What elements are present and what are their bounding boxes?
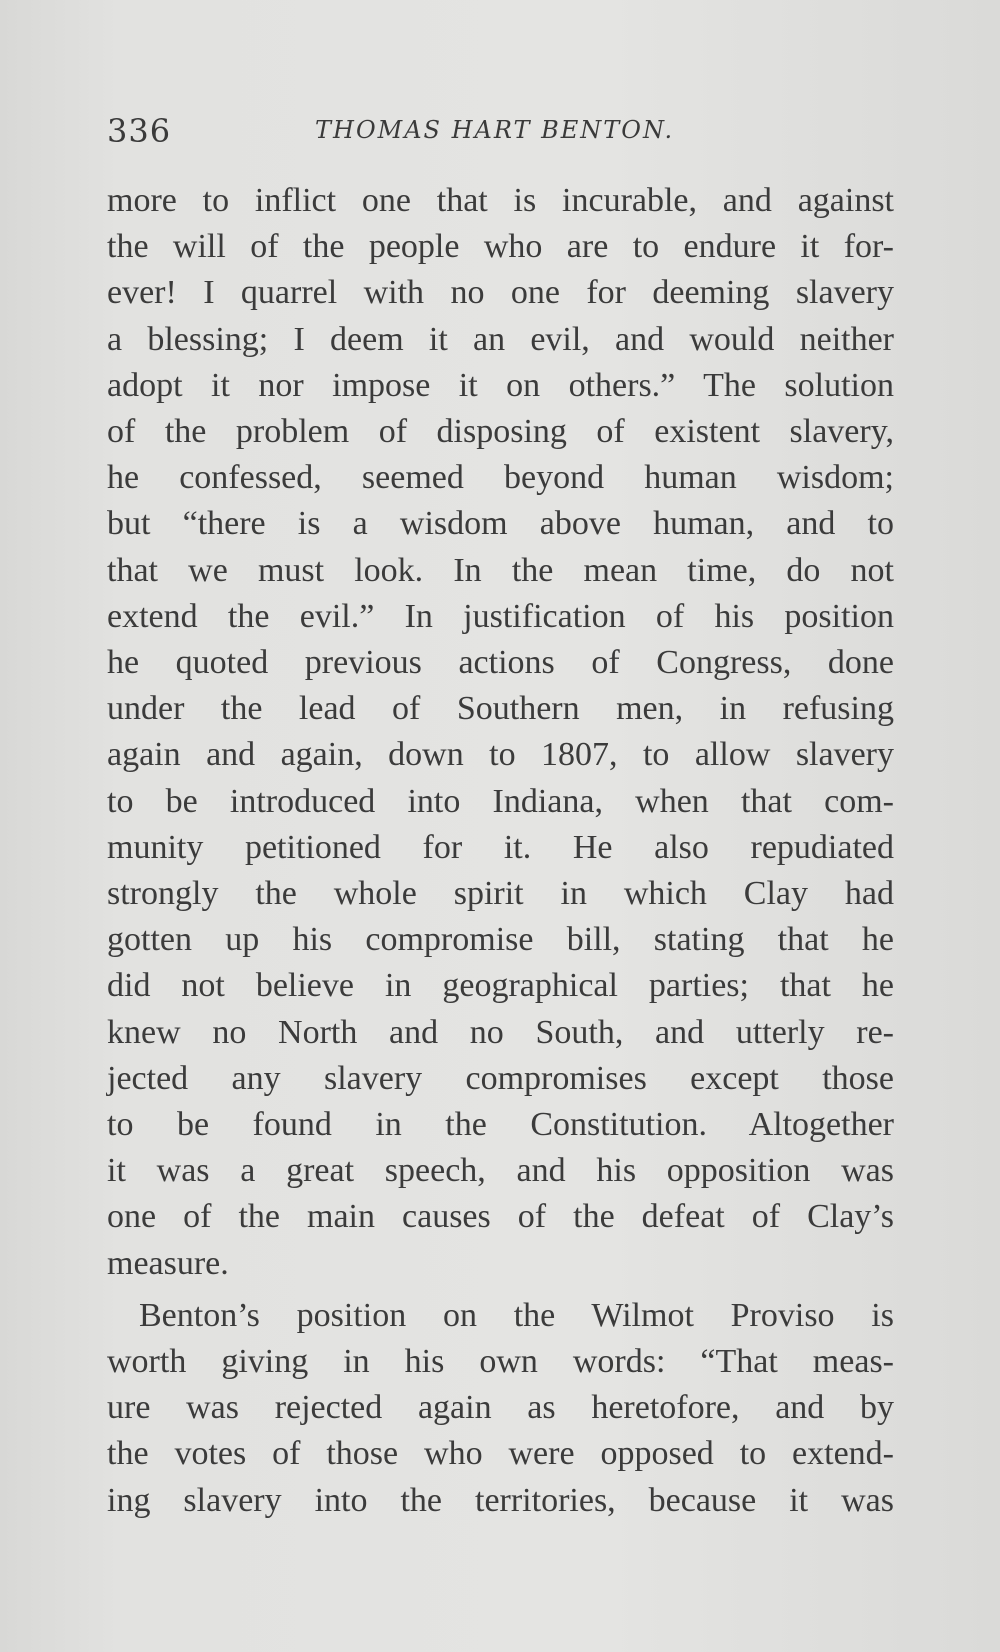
text-line: did not believe in geographical parties; that he bbox=[107, 967, 894, 1005]
text-line: worth giving in his own words: “That meas- bbox=[107, 1343, 894, 1381]
text-line: more to inflict one that is incurable, and against bbox=[107, 182, 894, 219]
body-text bbox=[107, 178, 894, 1524]
text-line: of the problem of disposing of existent slavery, bbox=[107, 413, 894, 451]
text-line: strongly the whole spirit in which Clay had bbox=[107, 875, 894, 913]
text-line: it was a great speech, and his opposition was bbox=[107, 1152, 894, 1190]
text-line: he confessed, seemed beyond human wisdom; bbox=[107, 459, 894, 497]
text-line: measure. bbox=[107, 1244, 229, 1282]
text-line: ure was rejected again as heretofore, and by bbox=[107, 1389, 894, 1427]
text-line: the votes of those who were opposed to extend- bbox=[107, 1435, 894, 1473]
text-line: a blessing; I deem it an evil, and would neither bbox=[107, 320, 894, 358]
page-header bbox=[107, 112, 907, 156]
text-line: he quoted previous actions of Congress, done bbox=[107, 644, 894, 682]
text-line: gotten up his compromise bill, stating that he bbox=[107, 921, 894, 959]
text-line: jected any slavery compromises except those bbox=[107, 1059, 894, 1097]
text-line: again and again, down to 1807, to allow slavery bbox=[107, 736, 894, 774]
text-line: under the lead of Southern men, in refusing bbox=[107, 690, 894, 728]
running-title: THOMAS HART BENTON. bbox=[315, 116, 675, 144]
text-line: ing slavery into the territories, because it was bbox=[107, 1481, 894, 1519]
text-line: extend the evil.” In justification of his position bbox=[107, 597, 894, 635]
text-line: Benton’s position on the Wilmot Proviso is bbox=[139, 1296, 894, 1334]
text-line: but “there is a wisdom above human, and to bbox=[107, 505, 894, 543]
text-line: to be introduced into Indiana, when that com- bbox=[107, 782, 894, 820]
text-line: that we must look. In the mean time, do not bbox=[107, 551, 894, 589]
text-line: the will of the people who are to endure it for- bbox=[107, 228, 894, 266]
page-number: 336 bbox=[107, 112, 172, 150]
text-line: ever! I quarrel with no one for deeming slavery bbox=[107, 274, 894, 312]
paragraph-1 bbox=[107, 178, 894, 1287]
paragraph-2 bbox=[107, 1293, 894, 1524]
text-line: adopt it nor impose it on others.” The solution bbox=[107, 366, 894, 404]
text-line: munity petitioned for it. He also repudiated bbox=[107, 828, 894, 866]
text-line: knew no North and no South, and utterly re- bbox=[107, 1013, 894, 1051]
text-line: to be found in the Constitution. Altogether bbox=[107, 1106, 894, 1144]
text-line: one of the main causes of the defeat of Clay’s bbox=[107, 1198, 894, 1236]
